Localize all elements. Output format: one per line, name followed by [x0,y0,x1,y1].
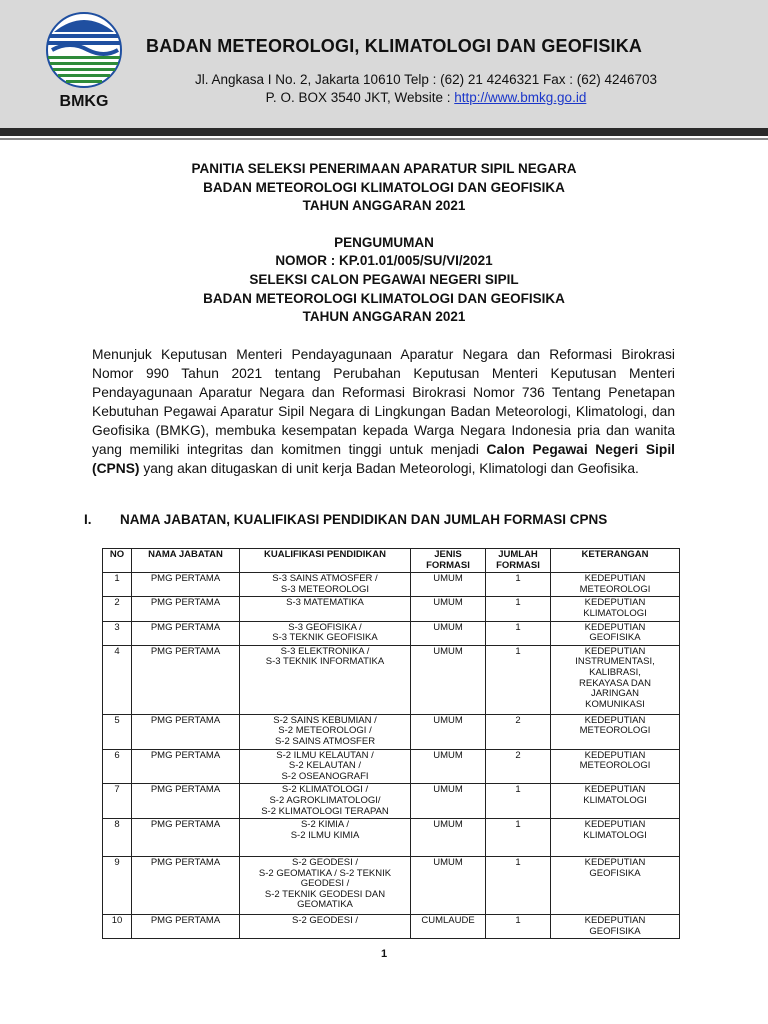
organization-name: BADAN METEOROLOGI, KLIMATOLOGI DAN GEOFISIKA [146,36,643,56]
table-row [103,714,680,749]
table-row [103,749,680,784]
cell-jabatan: PMG PERTAMA [132,749,240,784]
cell-jumlah: 1 [486,819,551,857]
cell-keterangan: KEDEPUTIAN KLIMATOLOGI [551,819,680,857]
cell-kualifikasi: S-2 GEODESI / [240,915,411,939]
cell-no: 4 [103,645,132,714]
cell-jumlah: 1 [486,915,551,939]
header-divider-thin [0,138,768,140]
cell-kualifikasi: S-3 MATEMATIKA [240,597,411,621]
table-header-row [103,549,680,573]
cell-no: 2 [103,597,132,621]
address-line-1: Jl. Angkasa I No. 2, Jakarta 10610 Telp : (62) 21 4246321 Fax : (62) 4246703 [194,72,658,87]
cell-jabatan: PMG PERTAMA [132,857,240,915]
cell-keterangan: KEDEPUTIAN GEOFISIKA [551,857,680,915]
cell-kualifikasi: S-2 ILMU KELAUTAN / S-2 KELAUTAN / S-2 OSEANOGRAFI [240,749,411,784]
cell-kualifikasi: S-3 GEOFISIKA / S-3 TEKNIK GEOFISIKA [240,621,411,645]
cell-jabatan: PMG PERTAMA [132,714,240,749]
table-row [103,645,680,714]
cell-kualifikasi: S-3 ELEKTRONIKA / S-3 TEKNIK INFORMATIKA [240,645,411,714]
table-row [103,915,680,939]
cell-jumlah: 1 [486,621,551,645]
cell-jabatan: PMG PERTAMA [132,621,240,645]
letterhead [0,0,768,128]
intro-text-1: Menunjuk Keputusan Menteri Pendayagunaan Aparatur Negara dan Reformasi Birokrasi Nomor 990 Tahun 2021 tentang Perubahan Keputusan Menteri Keputusan Menteri Pendayagunaan Aparatur Negara dan Reformasi Birokrasi Nomor 736 Tentang Penetapan Kebutuhan Pegawai Aparatur Sipil Negara di Lingkungan Badan Meteorologi, Klimatologi, dan Geofisika (BMKG), membuka kesempatan kepada Warga Negara Indonesia pria dan wanita yang memiliki integritas dan komitmen tinggi untuk menjadi [92,347,675,457]
table-row [103,819,680,857]
cell-kualifikasi: S-2 KLIMATOLOGI / S-2 AGROKLIMATOLOGI/ S-2 KLIMATOLOGI TERAPAN [240,784,411,819]
cell-jenis: UMUM [411,749,486,784]
cell-kualifikasi: S-2 KIMIA / S-2 ILMU KIMIA [240,819,411,857]
cell-kualifikasi: S-2 SAINS KEBUMIAN / S-2 METEOROLOGI / S-2 SAINS ATMOSFER [240,714,411,749]
address-line-2-prefix: P. O. BOX 3540 JKT, Website : [265,90,455,105]
cell-keterangan: KEDEPUTIAN METEOROLOGI [551,573,680,597]
cell-keterangan: KEDEPUTIAN METEOROLOGI [551,714,680,749]
table-row [103,784,680,819]
cell-jabatan: PMG PERTAMA [132,819,240,857]
table-body [103,573,680,939]
page-number: 1 [380,948,388,960]
cell-no: 7 [103,784,132,819]
cell-kualifikasi: S-3 SAINS ATMOSFER / S-3 METEOROLOGI [240,573,411,597]
cell-jumlah: 1 [486,645,551,714]
cell-jumlah: 2 [486,749,551,784]
table-row [103,573,680,597]
title-line-6: SELEKSI CALON PEGAWAI NEGERI SIPIL [249,271,519,287]
title-line-3: TAHUN ANGGARAN 2021 [302,198,466,214]
cell-jumlah: 1 [486,784,551,819]
bmkg-logo-icon [42,10,126,110]
header-no: NO [103,549,132,573]
cell-jumlah: 2 [486,714,551,749]
cell-jabatan: PMG PERTAMA [132,597,240,621]
cell-jenis: UMUM [411,621,486,645]
intro-paragraph [92,345,675,478]
cell-jenis: UMUM [411,597,486,621]
cell-jumlah: 1 [486,597,551,621]
header-jabatan: NAMA JABATAN [132,549,240,573]
cell-keterangan: KEDEPUTIAN GEOFISIKA [551,915,680,939]
header-keterangan: KETERANGAN [551,549,680,573]
cell-keterangan: KEDEPUTIAN INSTRUMENTASI, KALIBRASI, REKAYASA DAN JARINGAN KOMUNIKASI [551,645,680,714]
cell-jenis: UMUM [411,857,486,915]
section-number: I. [84,512,92,527]
cell-jabatan: PMG PERTAMA [132,573,240,597]
announcement-title-block [0,160,768,327]
cell-no: 9 [103,857,132,915]
cell-jenis: UMUM [411,819,486,857]
title-line-7: BADAN METEOROLOGI KLIMATOLOGI DAN GEOFISIKA [203,290,565,306]
section-heading [84,512,607,527]
table-row [103,597,680,621]
header-jenis: JENIS FORMASI [411,549,486,573]
cell-jumlah: 1 [486,857,551,915]
cell-keterangan: KEDEPUTIAN KLIMATOLOGI [551,597,680,621]
cell-no: 8 [103,819,132,857]
header-kualifikasi: KUALIFIKASI PENDIDIKAN [240,549,411,573]
cell-keterangan: KEDEPUTIAN KLIMATOLOGI [551,784,680,819]
formasi-table [102,548,680,939]
section-title: NAMA JABATAN, KUALIFIKASI PENDIDIKAN DAN JUMLAH FORMASI CPNS [120,512,608,527]
cell-no: 5 [103,714,132,749]
cell-no: 3 [103,621,132,645]
cell-jenis: UMUM [411,645,486,714]
title-line-4: PENGUMUMAN [334,234,434,250]
title-line-1: PANITIA SELEKSI PENERIMAAN APARATUR SIPIL NEGARA [191,161,577,176]
cell-keterangan: KEDEPUTIAN GEOFISIKA [551,621,680,645]
cell-jabatan: PMG PERTAMA [132,784,240,819]
cell-jenis: UMUM [411,714,486,749]
table-row [103,621,680,645]
title-line-2: BADAN METEOROLOGI KLIMATOLOGI DAN GEOFISIKA [203,179,565,195]
cell-jabatan: PMG PERTAMA [132,645,240,714]
organization-address [146,71,706,107]
cell-keterangan: KEDEPUTIAN METEOROLOGI [551,749,680,784]
intro-text-bold: Calon Pegawai Negeri Sipil (CPNS) [92,442,675,476]
intro-text-2: yang akan ditugaskan di unit kerja Badan Meteorologi, Klimatologi dan Geofisika. [139,461,639,476]
header-divider [0,128,768,136]
cell-no: 1 [103,573,132,597]
cell-kualifikasi: S-2 GEODESI / S-2 GEOMATIKA / S-2 TEKNIK GEODESI / S-2 TEKNIK GEODESI DAN GEOMATIKA [240,857,411,915]
table-row [103,857,680,915]
title-line-5: NOMOR : KP.01.01/005/SU/VI/2021 [275,253,493,269]
cell-jenis: UMUM [411,784,486,819]
logo-text: BMKG [59,93,109,110]
address-line-2 [146,89,706,107]
header-jumlah: JUMLAH FORMASI [486,549,551,573]
cell-jumlah: 1 [486,573,551,597]
cell-jenis: UMUM [411,573,486,597]
cell-jabatan: PMG PERTAMA [132,915,240,939]
cell-jenis: CUMLAUDE [411,915,486,939]
cell-no: 10 [103,915,132,939]
website-link[interactable]: http://www.bmkg.go.id [454,90,587,105]
cell-no: 6 [103,749,132,784]
title-line-8: TAHUN ANGGARAN 2021 [302,309,466,325]
